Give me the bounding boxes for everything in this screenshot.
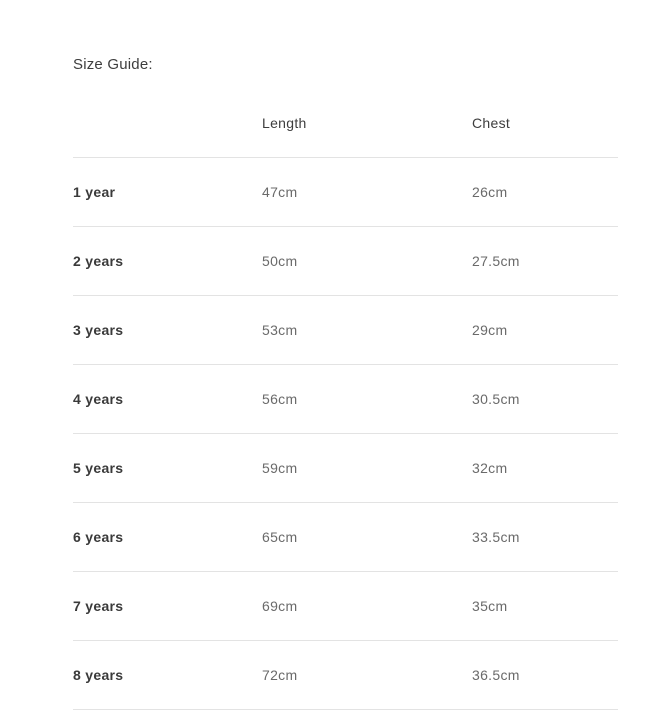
size-cell: 8 years	[73, 641, 262, 710]
length-cell: 72cm	[262, 641, 472, 710]
size-cell: 4 years	[73, 365, 262, 434]
size-cell: 7 years	[73, 572, 262, 641]
size-cell: 3 years	[73, 296, 262, 365]
table-row	[73, 227, 618, 296]
table-row	[73, 503, 618, 572]
header-chest: Chest	[472, 89, 618, 158]
size-cell: 6 years	[73, 503, 262, 572]
header-length: Length	[262, 89, 472, 158]
header-size	[73, 89, 262, 158]
length-cell: 69cm	[262, 572, 472, 641]
size-cell: 5 years	[73, 434, 262, 503]
chest-cell: 26cm	[472, 158, 618, 227]
chest-cell: 36.5cm	[472, 641, 618, 710]
chest-cell: 33.5cm	[472, 503, 618, 572]
chest-cell: 30.5cm	[472, 365, 618, 434]
table-row	[73, 641, 618, 710]
table-row	[73, 296, 618, 365]
length-cell: 53cm	[262, 296, 472, 365]
chest-cell: 32cm	[472, 434, 618, 503]
table-row	[73, 365, 618, 434]
size-cell: 1 year	[73, 158, 262, 227]
chest-cell: 27.5cm	[472, 227, 618, 296]
chest-cell: 29cm	[472, 296, 618, 365]
size-cell: 2 years	[73, 227, 262, 296]
length-cell: 59cm	[262, 434, 472, 503]
table-row	[73, 158, 618, 227]
size-guide-title: Size Guide:	[73, 56, 153, 73]
length-cell: 50cm	[262, 227, 472, 296]
length-cell: 47cm	[262, 158, 472, 227]
size-table	[73, 89, 618, 710]
length-cell: 65cm	[262, 503, 472, 572]
length-cell: 56cm	[262, 365, 472, 434]
table-row	[73, 572, 618, 641]
chest-cell: 35cm	[472, 572, 618, 641]
table-row	[73, 434, 618, 503]
table-header-row	[73, 89, 618, 158]
